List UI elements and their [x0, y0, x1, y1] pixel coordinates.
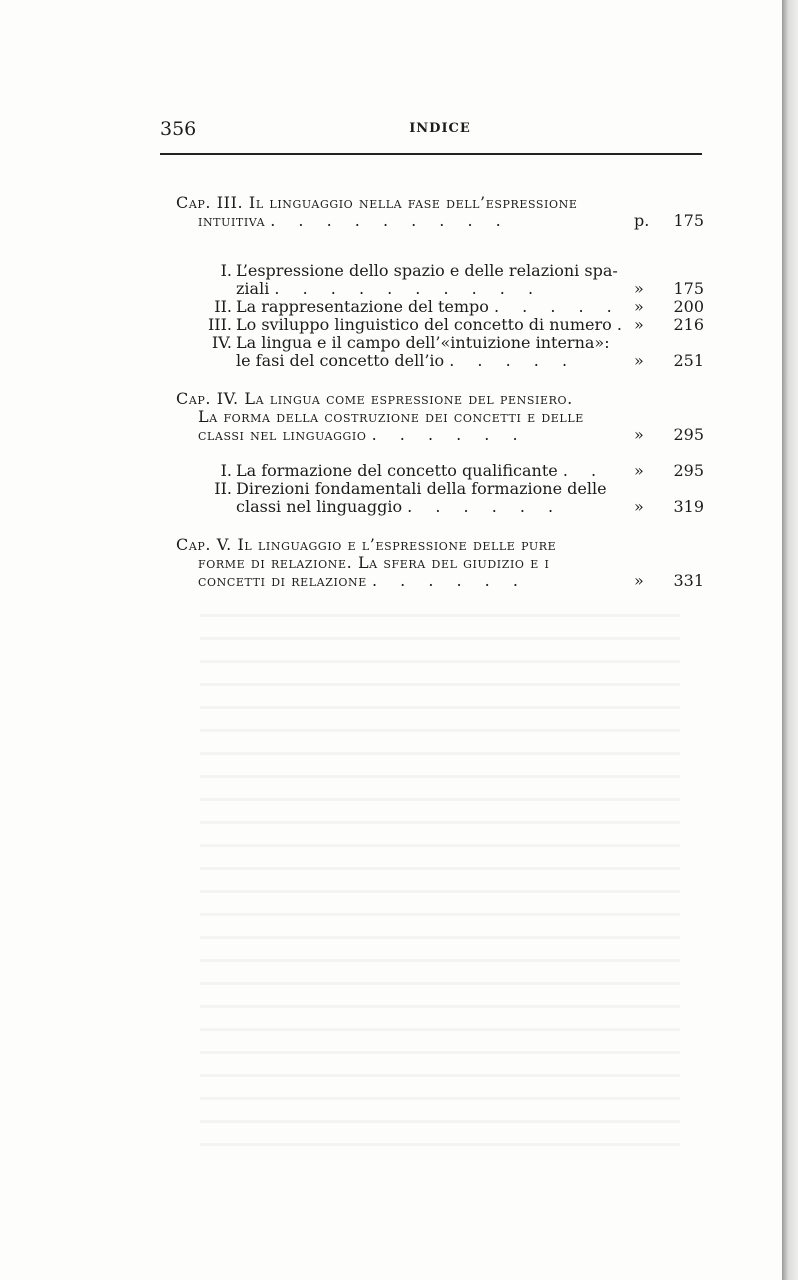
page-marker: » [634, 461, 644, 480]
page-marker: » [634, 571, 644, 590]
leader-dots: . . [562, 461, 606, 480]
running-title: INDICE [409, 121, 471, 136]
section-title-line: La lingua e il campo dell’«intuizione interna»: [236, 333, 610, 352]
toc-page: 251 [673, 351, 704, 370]
page-marker: » [634, 315, 644, 334]
section-title-line: ziali [236, 279, 270, 298]
toc-page: 319 [673, 497, 704, 516]
toc-section [176, 316, 704, 334]
toc-page: 216 [673, 315, 704, 334]
leader-dots: . [616, 315, 631, 334]
chapter-title-line: intuitiva [198, 211, 266, 230]
chapter-number: Cap. III. [176, 193, 244, 212]
page-marker: » [634, 279, 644, 298]
bleed-through-text [200, 600, 680, 1160]
chapter-title-line: forme di relazione. La sfera del giudizio e i [198, 553, 550, 572]
section-title-line: Lo sviluppo linguistico del concetto di numero [236, 315, 612, 334]
section-title-line: Direzioni fondamentali della formazione delle [236, 479, 607, 498]
toc-page: 175 [673, 211, 704, 230]
toc-chapter [176, 536, 704, 590]
toc-section [176, 480, 704, 516]
chapter-title-line: La forma della costruzione dei concetti e delle [198, 407, 584, 426]
page-number: 356 [160, 118, 197, 140]
leader-dots: . . . . . . [407, 497, 563, 516]
toc-page: 175 [673, 279, 704, 298]
toc-page: 331 [673, 571, 704, 590]
chapter-number: Cap. V. [176, 535, 232, 554]
section-number: III. [207, 315, 232, 334]
header-rule [160, 153, 702, 155]
leader-dots: . . . . . . . . . [270, 211, 510, 230]
section-title-line: L’espressione dello spazio e delle relazioni spa- [236, 261, 618, 280]
section-number: I. [220, 461, 232, 480]
section-title-line: La formazione del concetto qualificante [236, 461, 558, 480]
toc-chapter [176, 194, 704, 230]
toc-section [176, 462, 704, 480]
leader-dots: . . . . . [493, 297, 621, 316]
chapter-title-line: concetti di relazione [198, 571, 367, 590]
section-number: II. [214, 297, 232, 316]
toc-page: 200 [673, 297, 704, 316]
section-title-line: La rappresentazione del tempo [236, 297, 489, 316]
section-title-line: classi nel linguaggio [236, 497, 403, 516]
page-marker: p. [634, 211, 650, 230]
page-marker: » [634, 425, 644, 444]
chapter-number: Cap. IV. [176, 389, 239, 408]
leader-dots: . . . . . . [371, 425, 527, 444]
chapter-title-line: classi nel linguaggio [198, 425, 367, 444]
chapter-title-line: Il linguaggio nella fase dell’espressione [248, 193, 578, 212]
table-of-contents [176, 194, 704, 608]
chapter-title-line: La lingua come espressione del pensiero. [244, 389, 573, 408]
toc-section [176, 298, 704, 316]
page-marker: » [634, 497, 644, 516]
toc-page: 295 [673, 425, 704, 444]
leader-dots: . . . . . . [371, 571, 527, 590]
page-marker: » [634, 297, 644, 316]
page-marker: » [634, 351, 644, 370]
chapter-title-line: Il linguaggio e l’espressione delle pure [237, 535, 557, 554]
toc-page: 295 [673, 461, 704, 480]
section-title-line: le fasi del concetto dell’io [236, 351, 445, 370]
toc-section [176, 262, 704, 298]
toc-chapter [176, 390, 704, 444]
section-number: II. [214, 479, 232, 498]
leader-dots: . . . . . . . . . . [274, 279, 543, 298]
page-edge [782, 0, 798, 1280]
section-number: IV. [211, 333, 232, 352]
section-number: I. [220, 261, 232, 280]
leader-dots: . . . . . [449, 351, 577, 370]
toc-section [176, 334, 704, 370]
